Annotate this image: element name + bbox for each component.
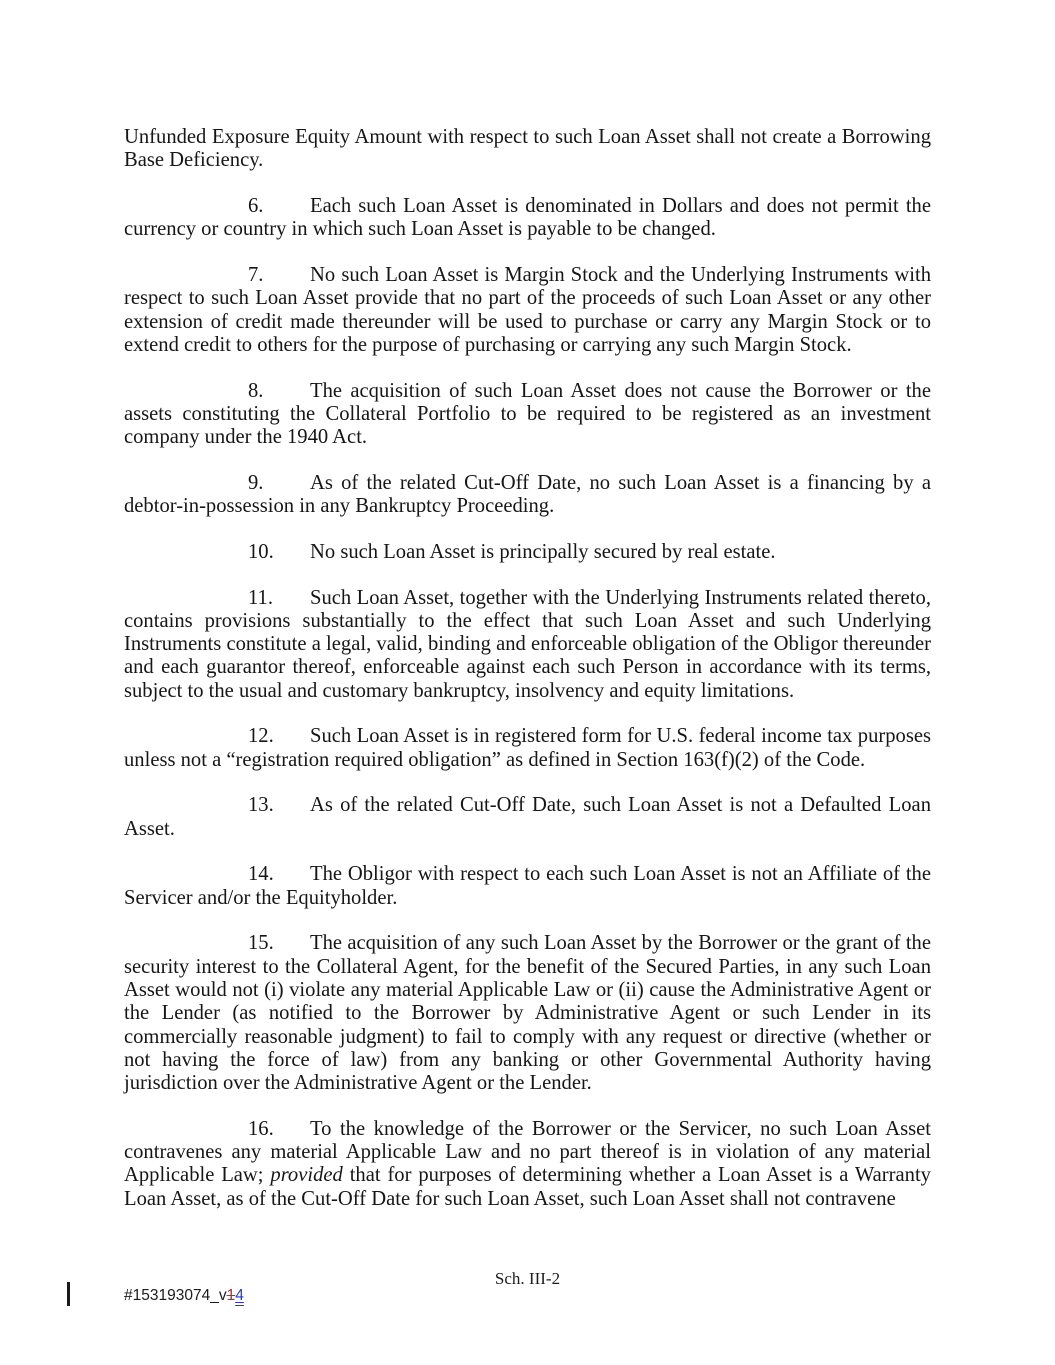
paragraph-text-italic: provided: [270, 1164, 343, 1187]
numbered-paragraph: [124, 1118, 931, 1211]
numbered-paragraph: [124, 380, 931, 450]
paragraph-text: The Obligor with respect to each such Loan Asset is not an Affiliate of the Servicer and/or the Equityholder.: [124, 863, 931, 909]
paragraph-text: Unfunded Exposure Equity Amount with respect to such Loan Asset shall not create a Borrowing Base Deficiency.: [124, 126, 931, 172]
footer-page-label: Sch. III-2: [494, 1269, 561, 1288]
paragraph-text: Such Loan Asset is in registered form for U.S. federal income tax purposes unless not a “registration required obligation” as defined in Section 163(f)(2) of the Code.: [124, 725, 931, 771]
paragraph-text: Each such Loan Asset is denominated in Dollars and does not permit the currency or country in which such Loan Asset is payable to be changed.: [124, 194, 931, 241]
change-bar: [67, 1282, 70, 1306]
numbered-paragraph: [124, 725, 931, 772]
paragraph-text: The acquisition of any such Loan Asset by the Borrower or the grant of the security interest to the Collateral Agent, for the benefit of the Secured Parties, in any such Loan Asset would not (i) violate any material Applicable Law or (ii) cause the Administrative Agent or the Lender (as notified to the Borrower by Administrative Agent or such Lender in its commercially reasonable judgment) to fail to comply with any request or directive (whether or not having the force of law) from any banking or other Governmental Authority having jurisdiction over the Administrative Agent or the Lender.: [124, 932, 931, 1095]
paragraph-number: 15.: [248, 932, 274, 955]
continuation-paragraph: [124, 126, 931, 173]
paragraph-number: 11.: [248, 586, 273, 609]
paragraph-text: As of the related Cut-Off Date, no such Loan Asset is a financing by a debtor-in-possession in any Bankruptcy Proceeding.: [124, 471, 931, 518]
paragraph-number: 14.: [248, 863, 274, 886]
paragraph-number: 6.: [248, 194, 264, 217]
document-body: [124, 126, 931, 1233]
numbered-paragraph: [124, 932, 931, 1095]
paragraph-text: No such Loan Asset is Margin Stock and the Underlying Instruments with respect to such Loan Asset provide that no part of the proceeds of such Loan Asset or any other extension of credit made thereunder will be used to purchase or carry any Margin Stock or to extend credit to others for the purpose of purchasing or carrying any such Margin Stock.: [124, 263, 931, 356]
numbered-paragraph: [124, 541, 931, 564]
numbered-paragraph: [124, 587, 931, 703]
numbered-paragraph: [124, 195, 931, 242]
paragraph-number: 10.: [248, 540, 274, 563]
paragraph-text: To the knowledge of the Borrower or the Servicer, no such Loan Asset contravenes any material Applicable Law and no part thereof is in violation of any material Applicable Law;: [124, 1117, 931, 1187]
paragraph-text: No such Loan Asset is principally secured by real estate.: [310, 540, 776, 563]
paragraph-number: 16.: [248, 1117, 274, 1140]
footer-doc-id: [124, 1287, 244, 1305]
paragraph-text: As of the related Cut-Off Date, such Loan Asset is not a Defaulted Loan Asset.: [124, 794, 931, 840]
doc-id-inserted-version: 4: [235, 1287, 244, 1304]
numbered-paragraph: [124, 863, 931, 910]
paragraph-text: The acquisition of such Loan Asset does not cause the Borrower or the assets constituting the Collateral Portfolio to be required to be registered as an investment company under the 1940 Act.: [124, 379, 931, 449]
paragraph-number: 8.: [248, 379, 264, 402]
numbered-paragraph: [124, 264, 931, 357]
doc-id-prefix: #153193074_v: [124, 1287, 227, 1304]
paragraph-text: Such Loan Asset, together with the Underlying Instruments related thereto, contains provisions substantially to the effect that such Loan Asset and such Underlying Instruments constitute a legal, valid, binding and enforceable obligation of the Obligor thereunder and each guarantor thereof, enforceable against each such Person in accordance with its terms, subject to the usual and customary bankruptcy, insolvency and equity limitations.: [124, 586, 931, 702]
paragraph-number: 9.: [248, 471, 264, 494]
numbered-paragraph: [124, 794, 931, 841]
paragraph-number: 12.: [248, 725, 274, 748]
numbered-paragraph: [124, 472, 931, 519]
paragraph-number: 13.: [248, 794, 274, 817]
doc-id-deleted-version: 1: [226, 1287, 236, 1304]
paragraph-text: that for purposes of determining whether a Loan Asset is a Warranty Loan Asset, as of the Cut-Off Date for such Loan Asset, such Loan Asset shall not contravene: [124, 1164, 931, 1210]
paragraph-number: 7.: [248, 263, 264, 286]
